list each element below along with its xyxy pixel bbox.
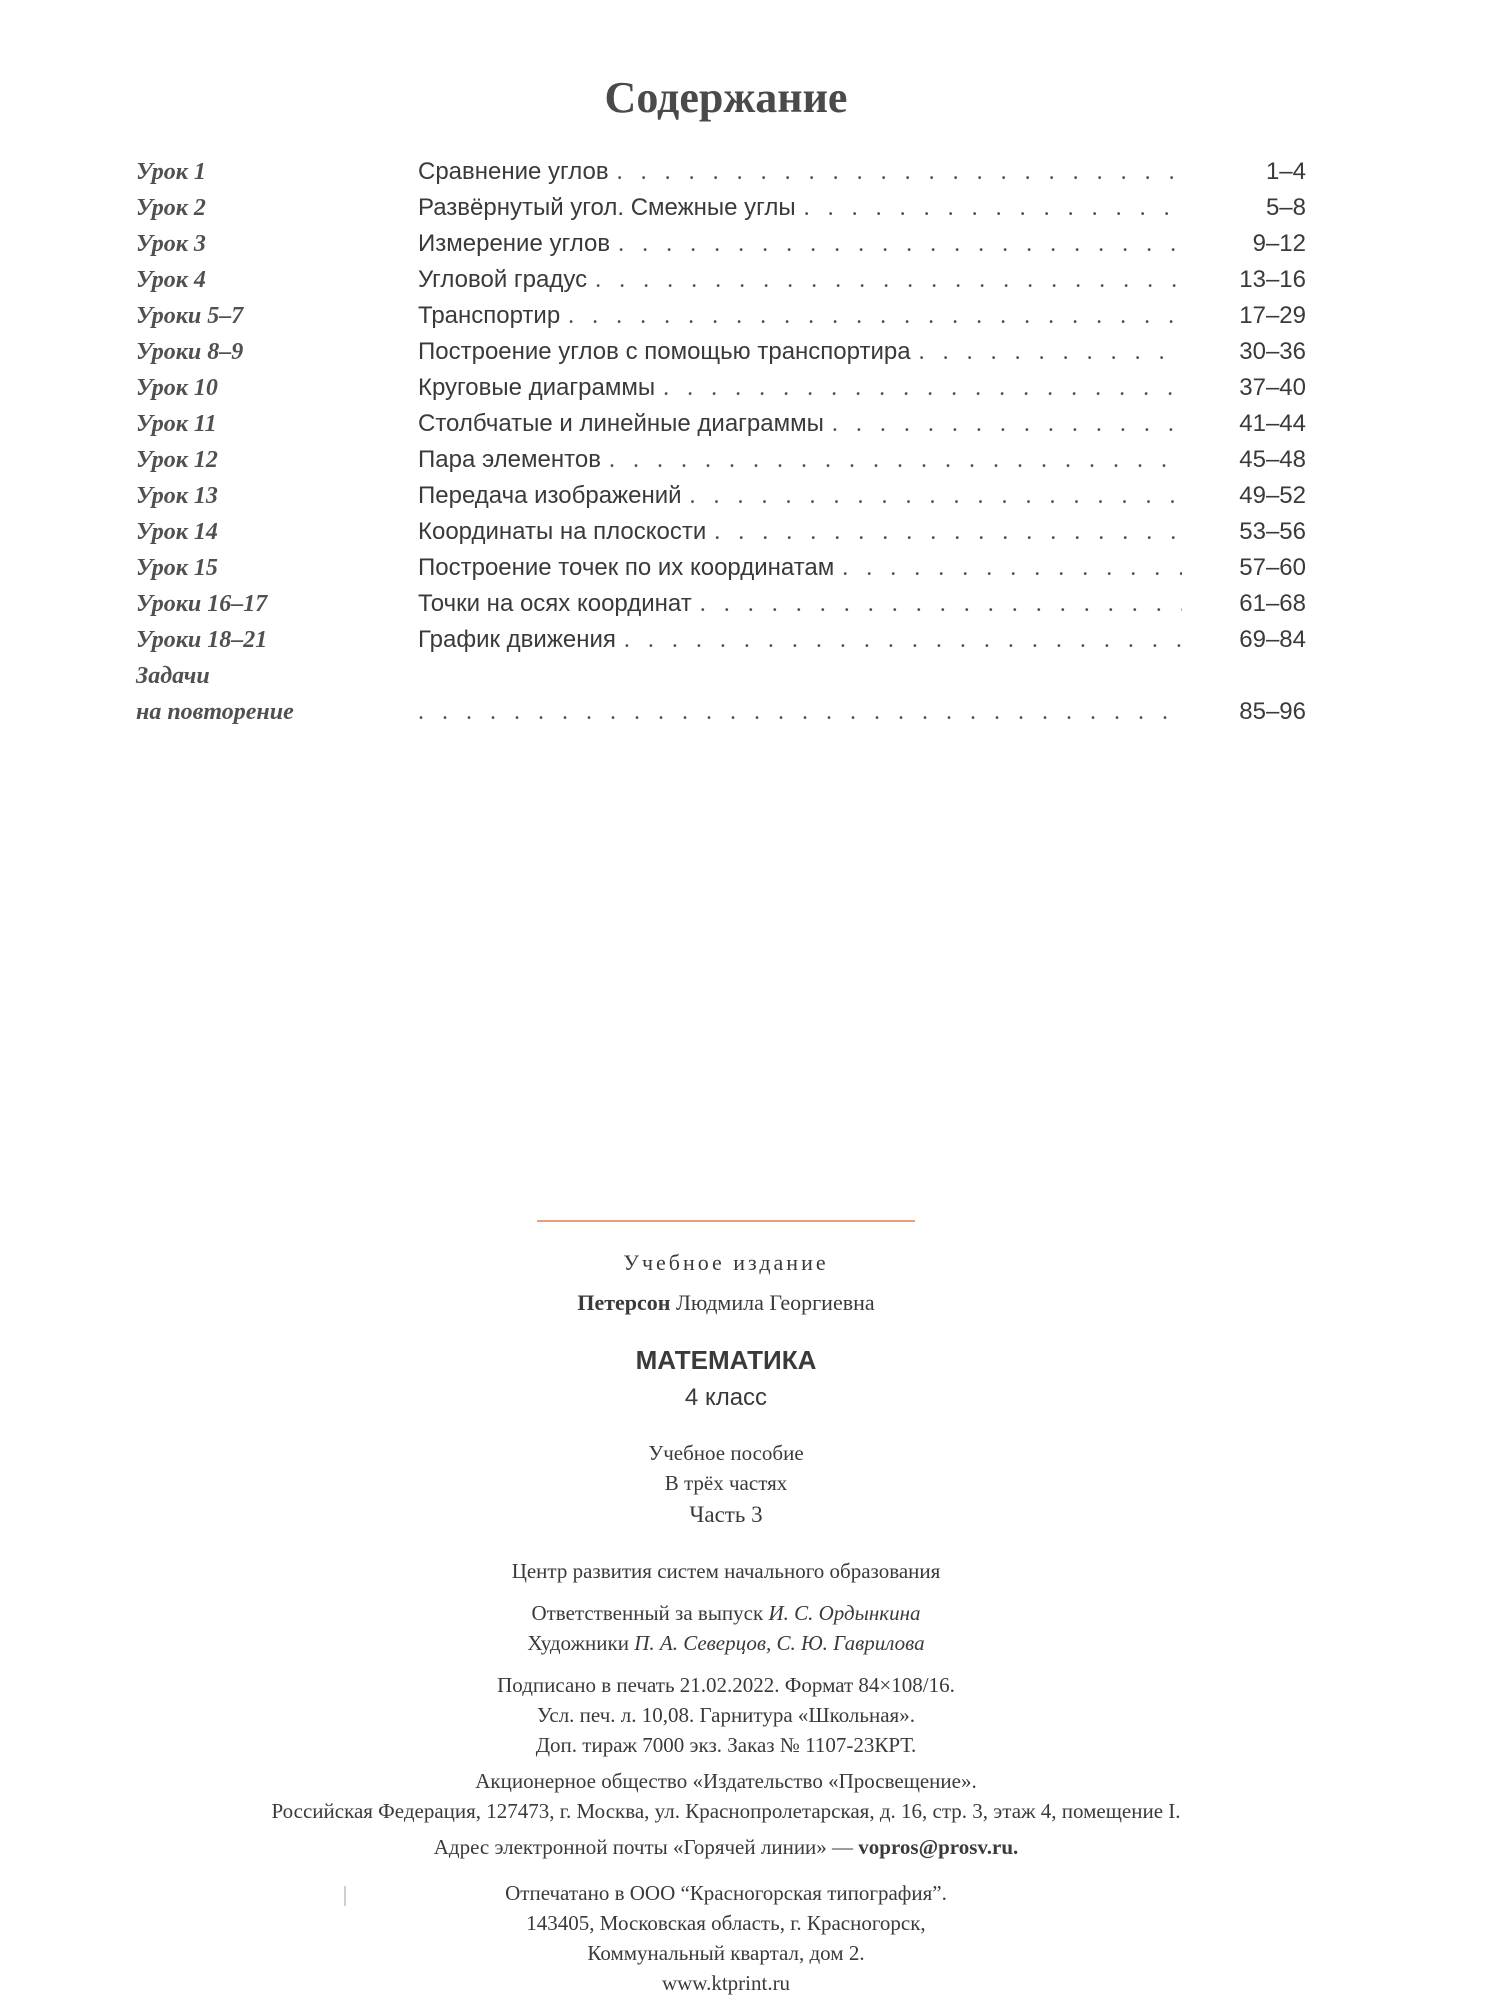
toc-lesson-line-1: Задачи: [136, 663, 210, 689]
email-label: Адрес электронной почты «Горячей линии» —: [433, 1835, 854, 1859]
page-title: Содержание: [604, 73, 848, 122]
toc-entry: [418, 514, 1306, 550]
toc-pages: 61–68: [1239, 590, 1306, 617]
toc-row: [136, 298, 1306, 334]
toc-pages: 45–48: [1239, 446, 1306, 473]
toc-row: [136, 586, 1306, 622]
toc-lesson: Уроки 8–9: [136, 339, 244, 365]
toc-entry: [418, 478, 1306, 514]
toc-leader-dots: [418, 694, 1182, 730]
toc-pages: 57–60: [1239, 554, 1306, 581]
toc-title: Точки на осях координат: [418, 590, 692, 617]
toc-lesson: Уроки 16–17: [136, 591, 268, 617]
printer-name: Отпечатано в ООО “Красногорская типография”.: [505, 1881, 947, 1905]
toc-lesson: Уроки 18–21: [136, 627, 268, 653]
toc-pages: 37–40: [1239, 374, 1306, 401]
toc-row: [136, 514, 1306, 550]
subject-block: [0, 1342, 1452, 1418]
publisher-block: [0, 1766, 1452, 1826]
toc-lesson: [136, 658, 294, 730]
imprint-divider: [537, 1220, 915, 1222]
toc-pages: 41–44: [1239, 410, 1306, 437]
printer-block: [0, 1878, 1452, 1998]
toc-title: Развёрнутый угол. Смежные углы: [418, 194, 796, 221]
edition-type: Учебное издание: [623, 1250, 829, 1275]
imprint-header: [0, 1248, 1452, 1278]
toc-row: [136, 550, 1306, 586]
toc-row: [136, 154, 1306, 190]
toc-entry: [418, 226, 1306, 262]
center-block: [0, 1556, 1452, 1586]
toc-entry: [418, 406, 1306, 442]
book-part: Часть 3: [689, 1502, 763, 1527]
toc-lesson: Урок 12: [136, 447, 218, 473]
print-run: Доп. тираж 7000 экз. Заказ № 1107-23КРТ.: [535, 1733, 917, 1757]
toc-lesson: Урок 13: [136, 483, 218, 509]
toc-entry: [418, 622, 1306, 658]
toc-leader-dots: [618, 226, 1182, 262]
toc-row: [136, 622, 1306, 658]
toc-row: [136, 262, 1306, 298]
publisher: Акционерное общество «Издательство «Просвещение».: [475, 1769, 977, 1793]
toc-lesson-line-2: на повторение: [136, 699, 294, 725]
toc-row: [136, 406, 1306, 442]
toc-leader-dots: [595, 262, 1182, 298]
toc-leader-dots: [714, 514, 1182, 550]
print-details-block: [0, 1670, 1452, 1760]
toc-title: Круговые диаграммы: [418, 374, 656, 401]
book-parts: В трёх частях: [664, 1471, 788, 1495]
toc-pages: 30–36: [1239, 338, 1306, 365]
toc-leader-dots: [690, 478, 1182, 514]
toc-entry: [418, 190, 1306, 226]
author-first-name: Людмила Георгиевна: [675, 1290, 875, 1315]
toc-pages: 9–12: [1252, 230, 1306, 257]
toc-title: Пара элементов: [418, 446, 601, 473]
toc-entry: [418, 586, 1306, 622]
toc-title: Сравнение углов: [418, 158, 609, 185]
toc-entry: [418, 262, 1306, 298]
toc-leader-dots: [804, 190, 1182, 226]
toc-title: Угловой градус: [418, 266, 588, 293]
email-link[interactable]: vopros@prosv.ru.: [858, 1835, 1019, 1859]
printer-address-2: Коммунальный квартал, дом 2.: [587, 1941, 865, 1965]
responsible-name: И. С. Ордынкина: [768, 1601, 921, 1625]
table-of-contents: [136, 154, 1306, 730]
toc-title: Столбчатые и линейные диаграммы: [418, 410, 824, 437]
toc-lesson: Урок 14: [136, 519, 218, 545]
toc-title: Передача изображений: [418, 482, 682, 509]
toc-leader-dots: [832, 406, 1182, 442]
printer-address-1: 143405, Московская область, г. Красногорск,: [526, 1911, 926, 1935]
book-grade: 4 класс: [684, 1384, 768, 1411]
toc-pages: 13–16: [1239, 266, 1306, 293]
toc-leader-dots: [624, 622, 1182, 658]
toc-lesson: Урок 11: [136, 411, 217, 437]
toc-entry: [418, 550, 1306, 586]
toc-lesson: Урок 3: [136, 231, 206, 257]
artists-names: П. А. Северцов, С. Ю. Гаврилова: [634, 1631, 925, 1655]
print-sheets: Усл. печ. л. 10,08. Гарнитура «Школьная».: [537, 1703, 915, 1727]
toc-title: Транспортир: [418, 302, 561, 329]
toc-lesson: Урок 10: [136, 375, 218, 401]
toc-pages: 85–96: [1239, 698, 1306, 725]
toc-row: [136, 442, 1306, 478]
toc-title: Построение точек по их координатам: [418, 554, 835, 581]
toc-lesson: Урок 4: [136, 267, 206, 293]
toc-lesson: Уроки 5–7: [136, 303, 244, 329]
toc-entry: [418, 334, 1306, 370]
toc-leader-dots: [609, 442, 1182, 478]
toc-leader-dots: [919, 334, 1182, 370]
toc-entry: [418, 442, 1306, 478]
toc-pages: 69–84: [1239, 626, 1306, 653]
toc-leader-dots: [617, 154, 1182, 190]
toc-row: [136, 334, 1306, 370]
toc-row: [136, 190, 1306, 226]
toc-pages: 5–8: [1265, 194, 1306, 221]
toc-lesson: Урок 1: [136, 159, 206, 185]
credits-block: [0, 1598, 1452, 1658]
toc-pages: 17–29: [1239, 302, 1306, 329]
toc-title: Координаты на плоскости: [418, 518, 707, 545]
toc-pages: 53–56: [1239, 518, 1306, 545]
toc-row: [136, 226, 1306, 262]
toc-row: [136, 478, 1306, 514]
toc-row-review: [136, 658, 1306, 730]
toc-pages: 1–4: [1265, 158, 1306, 185]
toc-pages: 49–52: [1239, 482, 1306, 509]
toc-entry: [418, 370, 1306, 406]
artists-label: Художники: [527, 1631, 629, 1655]
responsible-label: Ответственный за выпуск: [531, 1601, 764, 1625]
author-line: [0, 1288, 1452, 1318]
toc-leader-dots: [568, 298, 1182, 334]
toc-entry: [418, 298, 1306, 334]
book-type: Учебное пособие: [648, 1441, 804, 1465]
education-center: Центр развития систем начального образования: [511, 1559, 941, 1583]
signed-to-print: Подписано в печать 21.02.2022. Формат 84×108/16.: [497, 1673, 955, 1697]
toc-lesson: Урок 2: [136, 195, 206, 221]
toc-entry: [418, 694, 1306, 730]
toc-leader-dots: [663, 370, 1182, 406]
printer-site[interactable]: www.ktprint.ru: [661, 1971, 791, 1995]
scan-mark: [344, 1886, 346, 1906]
toc-leader-dots: [700, 586, 1182, 622]
publisher-address: Российская Федерация, 127473, г. Москва, ул. Краснопролетарская, д. 16, стр. 3, этаж 4, помещение I.: [271, 1799, 1181, 1823]
toc-title: Построение углов с помощью транспортира: [418, 338, 911, 365]
toc-title: Измерение углов: [418, 230, 611, 257]
toc-leader-dots: [842, 550, 1182, 586]
book-type-block: [0, 1438, 1452, 1532]
author-last-name: Петерсон: [577, 1290, 671, 1315]
toc-row: [136, 370, 1306, 406]
toc-lesson: Урок 15: [136, 555, 218, 581]
email-block: [0, 1832, 1452, 1862]
toc-entry: [418, 154, 1306, 190]
book-subject: МАТЕМАТИКА: [635, 1345, 817, 1375]
toc-title: График движения: [418, 626, 616, 653]
